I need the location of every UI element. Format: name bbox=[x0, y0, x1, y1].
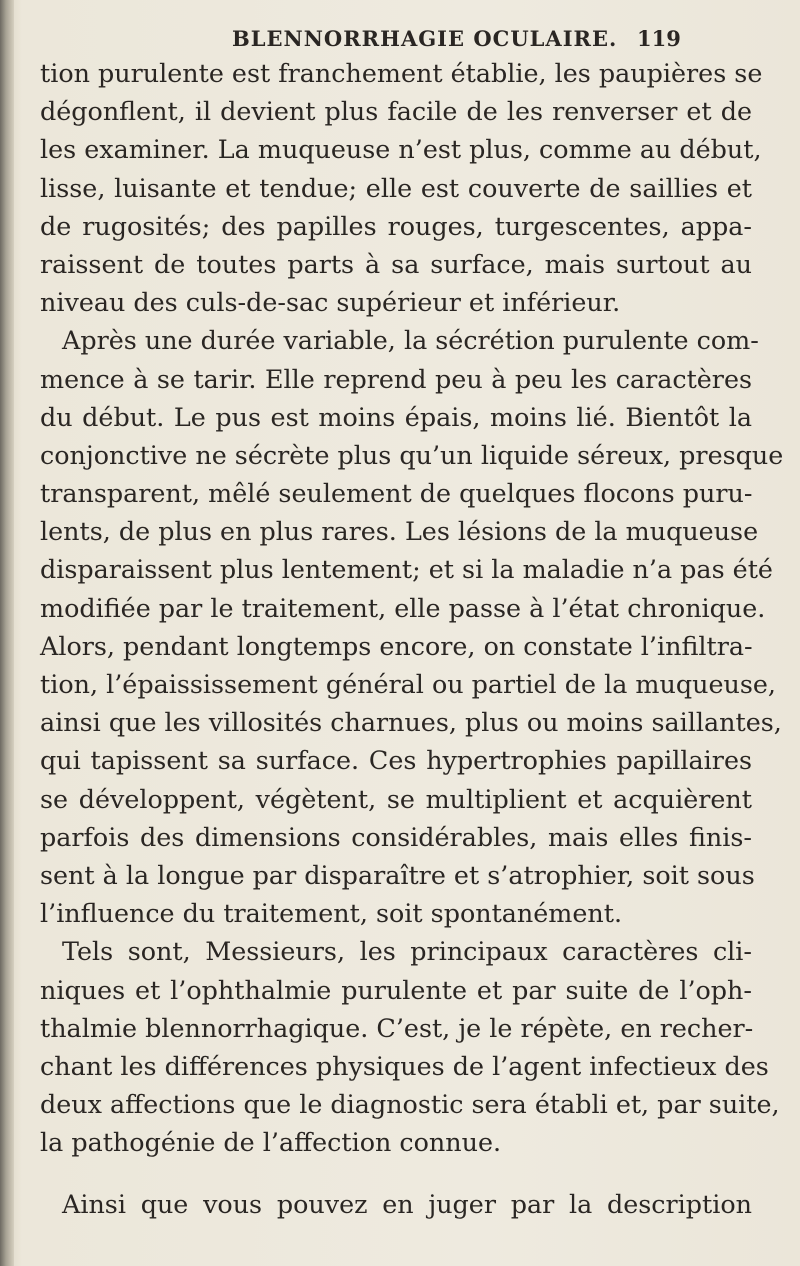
text-line: du début. Le pus est moins épais, moins lié. Bientôt la bbox=[40, 401, 752, 432]
text-line: raissent de toutes parts à sa surface, mais surtout au bbox=[40, 248, 752, 279]
text-line: ainsi que les villosités charnues, plus ou moins saillantes, bbox=[40, 707, 782, 738]
text-line: tion, l’épaississement général ou partiel de la muqueuse, bbox=[40, 669, 776, 699]
text-line: la pathogénie de l’affection connue. bbox=[40, 1127, 502, 1158]
text-line: niveau des culs-de-sac supérieur et inférieur. bbox=[40, 287, 621, 318]
text-line: modifiée par le traitement, elle passe à l’état chronique. bbox=[40, 592, 766, 623]
text-line: conjonctive ne sécrète plus qu’un liquide séreux, presque bbox=[40, 439, 784, 470]
text-line: de rugosités; des papilles rouges, turgescentes, appa- bbox=[40, 210, 752, 241]
text-line: se développent, végètent, se multiplient et acquièrent bbox=[40, 783, 752, 814]
text-line: tion purulente est franchement établie, les paupières se bbox=[40, 58, 763, 88]
text-line: Ainsi que vous pouvez en juger par la description bbox=[62, 1189, 752, 1220]
text-line: l’influence du traitement, soit spontanément. bbox=[40, 898, 623, 929]
text-line: deux affections que le diagnostic sera établi et, par suite, bbox=[40, 1089, 780, 1120]
text-line: mence à se tarir. Elle reprend peu à peu les caractères bbox=[40, 363, 752, 394]
text-line: chant les différences physiques de l’agent infectieux des bbox=[40, 1050, 769, 1081]
text-line: Tels sont, Messieurs, les principaux caractères cli- bbox=[62, 936, 752, 967]
text-line: lents, de plus en plus rares. Les lésions de la muqueuse bbox=[40, 516, 759, 547]
text-line: sent à la longue par disparaître et s’atrophier, soit sous bbox=[40, 859, 755, 890]
running-title: BLENNORRHAGIE OCULAIRE. bbox=[232, 26, 618, 51]
page-header bbox=[0, 22, 800, 52]
body-text bbox=[40, 54, 784, 1224]
page-number: 119 bbox=[637, 26, 681, 51]
paragraph-gap bbox=[40, 1161, 752, 1185]
text-line: les examiner. La muqueuse n’est plus, comme au début, bbox=[40, 134, 762, 165]
page-binding-shadow bbox=[0, 0, 14, 1266]
text-line: parfois des dimensions considérables, mais elles finis- bbox=[40, 821, 752, 852]
text-line: thalmie blennorrhagique. C’est, je le répète, en recher- bbox=[40, 1012, 754, 1043]
text-line: Après une durée variable, la sécrétion purulente com- bbox=[62, 325, 759, 356]
text-line: niques et l’ophthalmie purulente et par suite de l’oph- bbox=[40, 974, 752, 1005]
text-line: transparent, mêlé seulement de quelques flocons puru- bbox=[40, 478, 753, 509]
text-line: dégonflent, il devient plus facile de les renverser et de bbox=[40, 96, 752, 127]
text-line: disparaissent plus lentement; et si la maladie n’a pas été bbox=[40, 554, 773, 585]
text-line: qui tapissent sa surface. Ces hypertrophies papillaires bbox=[40, 745, 752, 776]
text-line: Alors, pendant longtemps encore, on constate l’infiltra- bbox=[40, 630, 753, 661]
text-line: lisse, luisante et tendue; elle est couverte de saillies et bbox=[40, 172, 752, 203]
